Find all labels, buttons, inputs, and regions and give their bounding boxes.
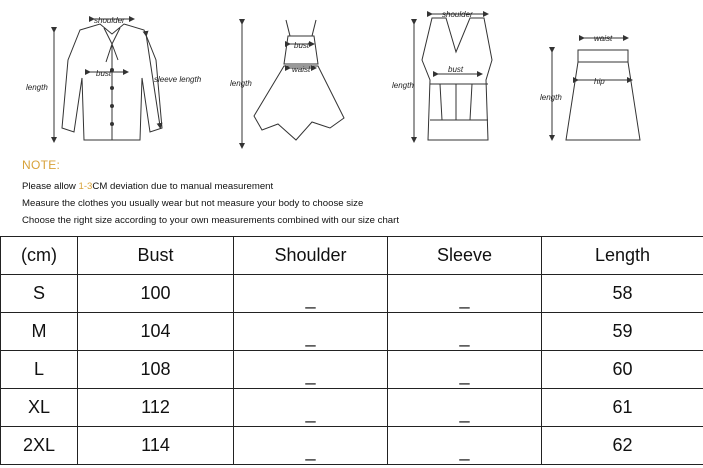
note-line-deviation-prefix: Please allow xyxy=(22,181,79,192)
bust-cell: 112 xyxy=(78,389,234,427)
size-chart-table xyxy=(0,236,703,465)
shoulder-cell xyxy=(234,427,388,465)
shoulder-cell xyxy=(234,313,388,351)
skirt-length-label: length xyxy=(540,93,562,102)
bust-cell: 100 xyxy=(78,275,234,313)
sleeve-value: _ xyxy=(459,403,470,423)
shirt-length-label: length xyxy=(26,83,48,92)
shoulder-value: _ xyxy=(305,365,316,385)
header-length: Length xyxy=(542,237,703,275)
measurement-note xyxy=(22,158,682,229)
sleeve-cell xyxy=(388,389,542,427)
bust-cell: 108 xyxy=(78,351,234,389)
note-line-deviation xyxy=(22,179,682,196)
note-title: NOTE: xyxy=(22,158,61,172)
shoulder-cell xyxy=(234,275,388,313)
note-line-measure: Measure the clothes you usually wear but not measure your body to choose size xyxy=(22,197,364,209)
shoulder-cell xyxy=(234,389,388,427)
table-row xyxy=(1,351,703,389)
header-sleeve: Sleeve xyxy=(388,237,542,275)
shoulder-value: _ xyxy=(305,327,316,347)
sleeve-cell xyxy=(388,427,542,465)
top-shoulder-label: shoulder xyxy=(442,10,473,19)
shirt-sketch xyxy=(54,19,162,140)
shirt-shoulder-label: shoulder xyxy=(94,16,125,25)
top-sketch xyxy=(414,14,492,140)
sleeve-cell xyxy=(388,313,542,351)
length-cell: 58 xyxy=(542,275,703,313)
shirt-sleeve-label: sleeve length xyxy=(154,75,202,84)
dress-waist-label: waist xyxy=(292,65,311,74)
shoulder-cell xyxy=(234,351,388,389)
bust-cell: 114 xyxy=(78,427,234,465)
bust-cell: 104 xyxy=(78,313,234,351)
length-cell: 60 xyxy=(542,351,703,389)
table-row xyxy=(1,427,703,465)
top-bust-label: bust xyxy=(448,65,464,74)
header-bust: Bust xyxy=(78,237,234,275)
size-cell: M xyxy=(1,313,78,351)
shoulder-value: _ xyxy=(305,441,316,461)
size-cell: 2XL xyxy=(1,427,78,465)
length-cell: 61 xyxy=(542,389,703,427)
size-cell: L xyxy=(1,351,78,389)
sleeve-value: _ xyxy=(459,289,470,309)
shirt-bust-label: bust xyxy=(96,69,112,78)
shoulder-value: _ xyxy=(305,289,316,309)
sleeve-value: _ xyxy=(459,365,470,385)
size-cell: S xyxy=(1,275,78,313)
header-unit: (cm) xyxy=(1,237,78,275)
size-chart-header-row xyxy=(1,237,703,275)
note-line-deviation-suffix: CM deviation due to manual measurement xyxy=(92,181,274,192)
top-length-label: length xyxy=(392,81,414,90)
shoulder-value: _ xyxy=(305,403,316,423)
garment-illustrations xyxy=(0,0,703,156)
dress-bust-label: bust xyxy=(294,41,310,50)
note-deviation-range: 1-3 xyxy=(78,181,93,192)
length-cell: 62 xyxy=(542,427,703,465)
header-shoulder: Shoulder xyxy=(234,237,388,275)
table-row xyxy=(1,389,703,427)
table-row xyxy=(1,275,703,313)
dress-sketch xyxy=(242,20,344,146)
note-line-choose: Choose the right size according to your own measurements combined with our size chart xyxy=(22,214,400,226)
skirt-sketch xyxy=(552,38,640,140)
skirt-waist-label: waist xyxy=(594,34,613,43)
dress-length-label: length xyxy=(230,79,252,88)
sleeve-value: _ xyxy=(459,441,470,461)
sleeve-cell xyxy=(388,275,542,313)
garment-sketches xyxy=(0,0,703,156)
size-cell: XL xyxy=(1,389,78,427)
skirt-hip-label: hip xyxy=(594,77,605,86)
sleeve-cell xyxy=(388,351,542,389)
sleeve-value: _ xyxy=(459,327,470,347)
table-row xyxy=(1,313,703,351)
length-cell: 59 xyxy=(542,313,703,351)
